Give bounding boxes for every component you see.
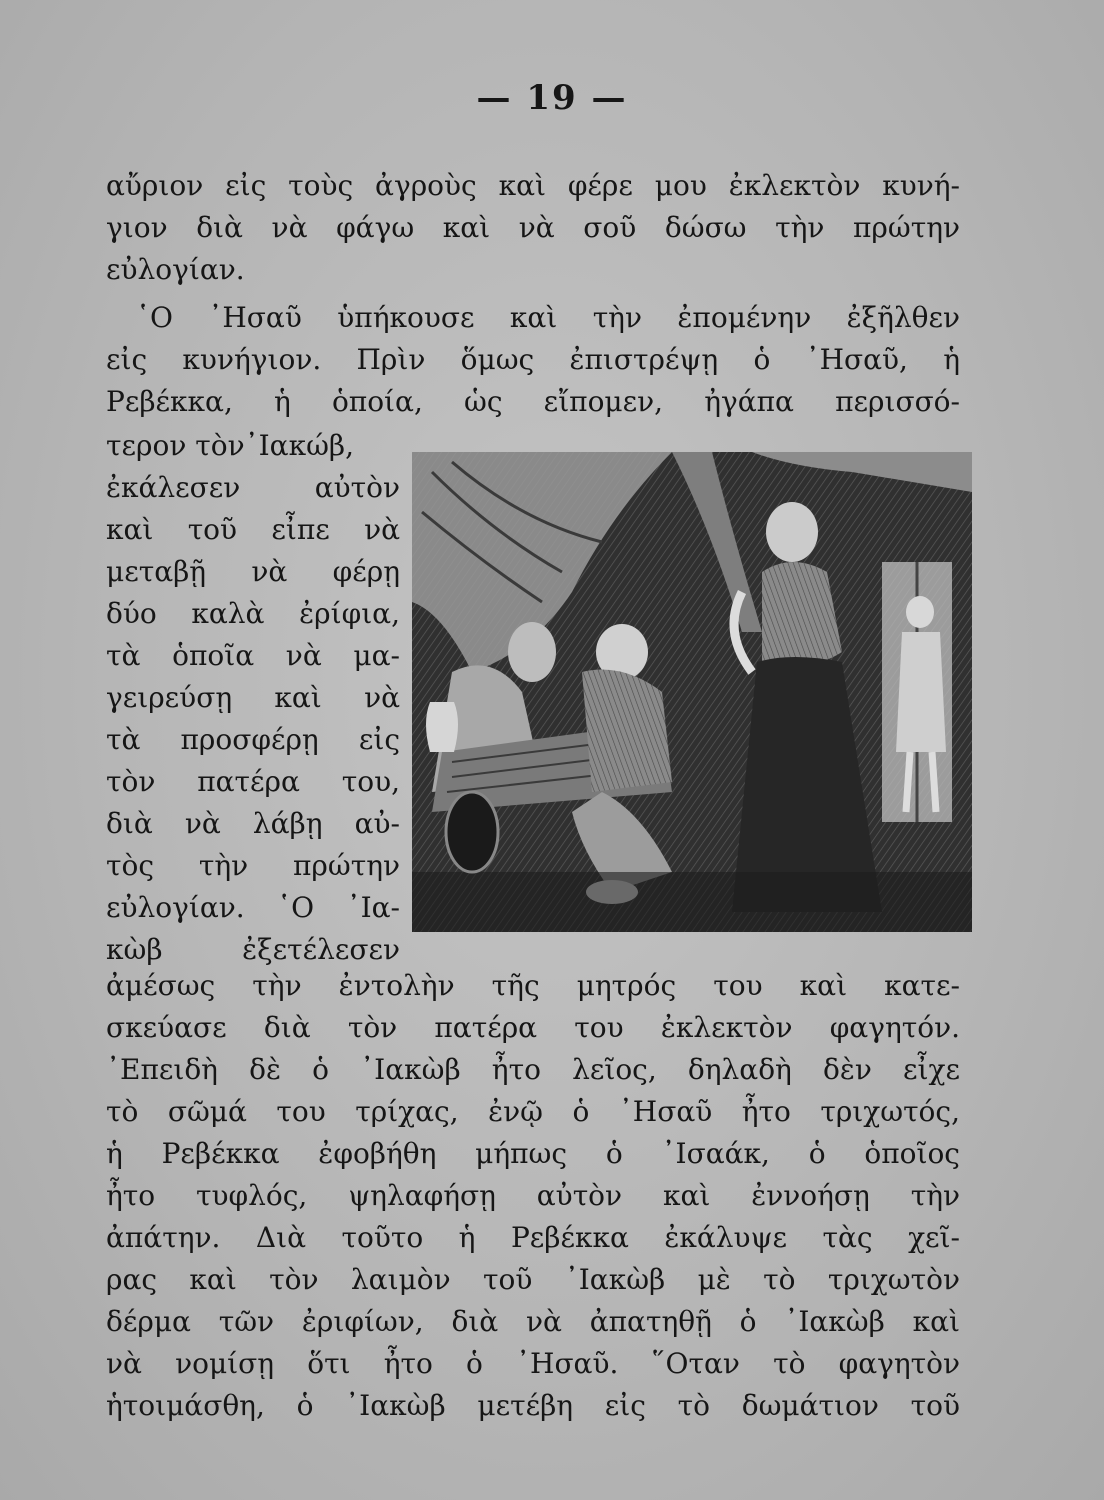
text-line: καὶ τοῦ εἶπε νὰ (106, 513, 400, 546)
engraving-image (412, 452, 972, 932)
text-line: σκεύασε διὰ τὸν πατέρα του ἐκλεκτὸν φαγητόν. (106, 1011, 960, 1044)
text-line: εὐλογίαν. (106, 253, 245, 286)
text-line: ᾽Επειδὴ δὲ ὁ ᾽Ιακὼβ ἦτο λεῖος, δηλαδὴ δὲν εἶχε (106, 1053, 960, 1086)
text-line: Ρεβέκκα, ἡ ὁποία, ὡς εἴπομεν, ἠγάπα περισσό- (106, 385, 960, 418)
text-line: δέρμα τῶν ἐριφίων, διὰ νὰ ἀπατηθῇ ὁ ᾽Ιακὼβ καὶ (106, 1305, 960, 1338)
text-line: γιον διὰ νὰ φάγω καὶ νὰ σοῦ δώσω τὴν πρώτην (106, 211, 960, 244)
text-line: τὸν πατέρα του, (106, 765, 400, 798)
text-line: εὐλογίαν. ῾Ο ᾽Ια- (106, 891, 400, 924)
text-line: τὰ ὁποῖα νὰ μα- (106, 639, 400, 672)
text-line: ἡτοιμάσθη, ὁ ᾽Ιακὼβ μετέβη εἰς τὸ δωμάτιον τοῦ (106, 1389, 960, 1422)
text-line: τὸς τὴν πρώτην (106, 849, 400, 882)
text-line: τὸ σῶμά του τρίχας, ἐνῷ ὁ ᾽Ησαῦ ἦτο τριχωτός, (106, 1095, 960, 1128)
text-line: ἐκάλεσεν αὐτὸν (106, 471, 400, 504)
text-line: νὰ νομίσῃ ὅτι ἦτο ὁ ᾽Ησαῦ. ῞Οταν τὸ φαγητὸν (106, 1347, 960, 1380)
text-line: τὰ προσφέρῃ εἰς (106, 723, 400, 756)
text-line: ἡ Ρεβέκκα ἐφοβήθη μήπως ὁ ᾽Ισαάκ, ὁ ὁποῖος (106, 1137, 960, 1170)
text-line: κὼβ ἐξετέλεσεν (106, 933, 400, 966)
text-line: ἀμέσως τὴν ἐντολὴν τῆς μητρός του καὶ κατε- (106, 969, 960, 1002)
text-line: διὰ νὰ λάβῃ αὐ- (106, 807, 400, 840)
text-line: δύο καλὰ ἐρίφια, (106, 597, 400, 630)
text-line: εἰς κυνήγιον. Πρὶν ὅμως ἐπιστρέψῃ ὁ ᾽Ησαῦ, ἡ (106, 343, 960, 376)
text-line: ἀπάτην. Διὰ τοῦτο ἡ Ρεβέκκα ἐκάλυψε τὰς χεῖ- (106, 1221, 960, 1254)
text-line: ρας καὶ τὸν λαιμὸν τοῦ ᾽Ιακὼβ μὲ τὸ τριχωτὸν (106, 1263, 960, 1296)
text-line: τερον τὸν᾽Ιακώβ, (106, 429, 354, 462)
text-line: γειρεύσῃ καὶ νὰ (106, 681, 400, 714)
text-line: αὔριον εἰς τοὺς ἀγροὺς καὶ φέρε μου ἐκλεκτὸν κυνή- (106, 169, 960, 202)
page-number: — 19 — (476, 78, 628, 118)
text-line: ῾Ο ᾽Ησαῦ ὑπήκουσε καὶ τὴν ἐπομένην ἐξῆλθεν (136, 301, 960, 334)
text-line: μεταβῇ νὰ φέρῃ (106, 555, 400, 588)
text-line: ἦτο τυφλός, ψηλαφήσῃ αὐτὸν καὶ ἐννοήσῃ τὴν (106, 1179, 960, 1212)
engraving-illustration (412, 452, 972, 932)
